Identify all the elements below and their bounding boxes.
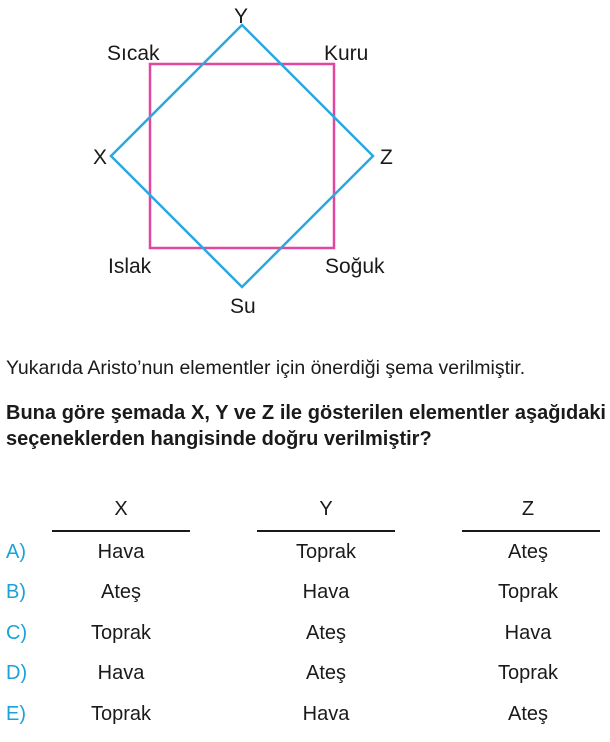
label-y: Y xyxy=(234,5,249,28)
option-value-y: Ateş xyxy=(305,662,347,684)
option-value-y: Ateş xyxy=(305,622,347,644)
option-value-x: Hava xyxy=(97,662,145,684)
label-soguk: Soğuk xyxy=(325,255,385,278)
option-value-z: Ateş xyxy=(507,541,549,563)
option-letter[interactable]: D) xyxy=(6,662,28,684)
option-value-y: Hava xyxy=(302,703,350,725)
option-value-z: Ateş xyxy=(507,703,549,725)
option-value-x: Toprak xyxy=(90,703,152,725)
column-header-z: Z xyxy=(521,498,535,520)
label-x: X xyxy=(93,146,108,169)
option-letter[interactable]: C) xyxy=(6,622,28,644)
option-value-z: Toprak xyxy=(497,662,559,684)
option-letter[interactable]: E) xyxy=(6,703,26,725)
option-value-y: Toprak xyxy=(295,541,357,563)
label-z: Z xyxy=(380,146,393,169)
qualities-square xyxy=(150,64,334,248)
option-value-z: Hava xyxy=(504,622,552,644)
option-letter[interactable]: A) xyxy=(6,541,26,563)
option-value-x: Hava xyxy=(97,541,145,563)
column-rule-z xyxy=(462,530,600,532)
option-value-z: Toprak xyxy=(497,581,559,603)
column-rule-x xyxy=(52,530,190,532)
intro-text: Yukarıda Aristo’nun elementler için önerdiği şema verilmiştir. xyxy=(6,357,526,379)
column-rule-y xyxy=(257,530,395,532)
option-value-y: Hava xyxy=(302,581,350,603)
column-header-x: X xyxy=(114,498,128,520)
label-islak: Islak xyxy=(108,255,152,278)
aristotle-elements-diagram xyxy=(0,0,610,330)
question-text: Buna göre şemada X, Y ve Z ile gösterilen elementler aşağıdaki seçeneklerden hangisinde doğru verilmiştir? xyxy=(6,402,606,451)
label-su: Su xyxy=(230,295,256,318)
label-sicak: Sıcak xyxy=(107,42,160,65)
option-value-x: Ateş xyxy=(100,581,142,603)
option-letter[interactable]: B) xyxy=(6,581,26,603)
option-value-x: Toprak xyxy=(90,622,152,644)
label-kuru: Kuru xyxy=(324,42,369,65)
column-header-y: Y xyxy=(319,498,333,520)
